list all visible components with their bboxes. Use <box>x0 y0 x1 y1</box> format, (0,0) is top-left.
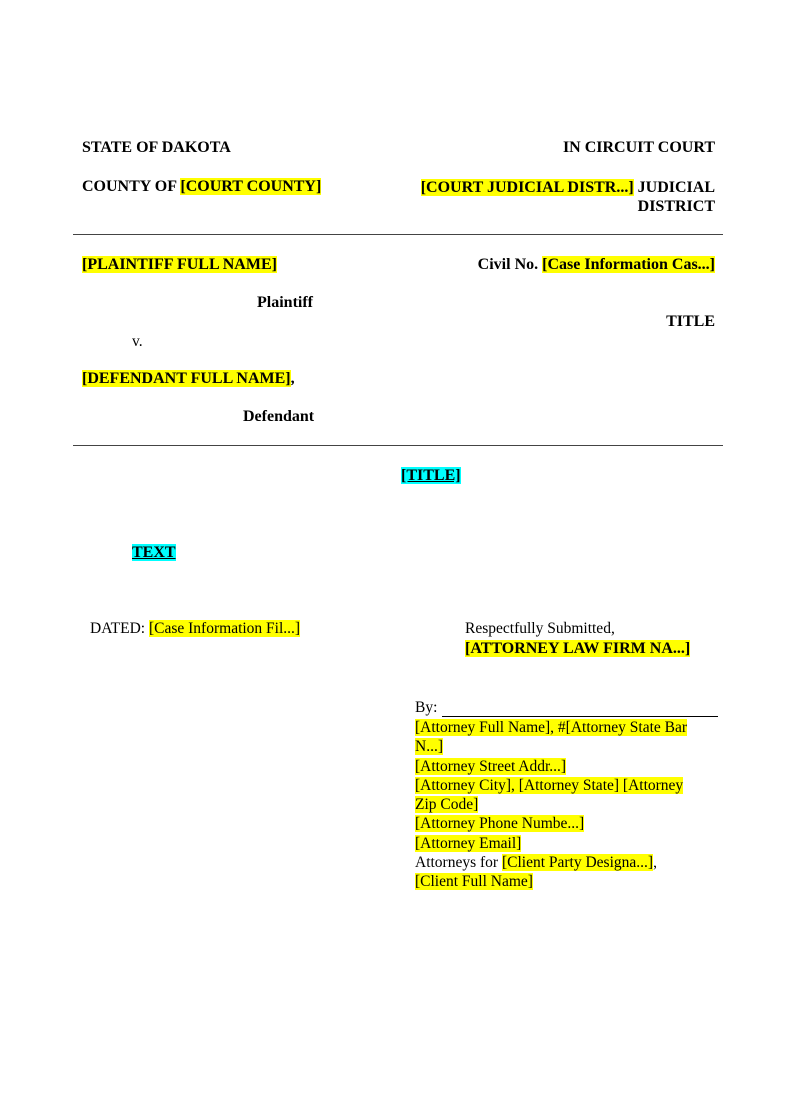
attorney-city-field[interactable]: [Attorney City], [Attorney State] [Attorney <box>415 776 684 794</box>
attorney-email-field[interactable]: [Attorney Email] <box>415 834 522 852</box>
defendant-label: Defendant <box>243 408 315 425</box>
plaintiff-name-field[interactable]: [PLAINTIFF FULL NAME] <box>82 256 277 273</box>
district-word: DISTRICT <box>637 198 715 215</box>
document-title <box>401 467 461 485</box>
respectfully-submitted: Respectfully Submitted, <box>465 620 615 637</box>
county-prefix: COUNTY OF <box>82 178 181 195</box>
title-label: TITLE <box>666 313 715 330</box>
attorney-name-field[interactable]: [Attorney Full Name], #[Attorney State Bar <box>415 719 688 736</box>
caption-bottom-rule <box>73 445 723 446</box>
defendant-name <box>82 370 295 388</box>
party-comma: , <box>653 854 657 872</box>
body-text <box>132 544 176 562</box>
client-name-field[interactable]: [Client Full Name] <box>415 873 533 891</box>
state-heading: STATE OF DAKOTA <box>82 139 231 156</box>
law-firm-field[interactable]: [ATTORNEY LAW FIRM NA...] <box>465 640 691 657</box>
court-county-field[interactable]: [COURT COUNTY] <box>180 178 322 195</box>
civil-number <box>478 256 715 274</box>
district-suffix: JUDICIAL <box>633 179 715 196</box>
client-party-field[interactable]: [Client Party Designa...] <box>501 854 654 872</box>
versus-label: v. <box>132 333 143 350</box>
body-text-field[interactable]: TEXT <box>132 544 176 561</box>
district-line <box>421 178 715 216</box>
dated-line <box>90 620 300 638</box>
attorney-block <box>415 718 687 892</box>
civil-prefix: Civil No. <box>477 256 543 273</box>
by-label: By: <box>415 699 438 716</box>
defendant-name-field[interactable]: [DEFENDANT FULL NAME] <box>82 370 291 387</box>
attorney-phone-field[interactable]: [Attorney Phone Numbe...] <box>415 815 585 833</box>
attorney-bar-field[interactable]: N...] <box>415 738 443 756</box>
attorney-street-field[interactable]: [Attorney Street Addr...] <box>415 757 567 775</box>
plaintiff-name <box>82 256 277 274</box>
filing-date-field[interactable]: [Case Information Fil...] <box>148 620 301 637</box>
signature-line[interactable] <box>442 716 718 717</box>
county-line <box>82 178 321 196</box>
dated-label: DATED: <box>90 620 149 637</box>
document-title-field[interactable]: [TITLE] <box>401 467 461 484</box>
attorney-zip-field[interactable]: Zip Code] <box>415 796 479 814</box>
case-number-field[interactable]: [Case Information Cas...] <box>542 256 715 273</box>
court-heading: IN CIRCUIT COURT <box>562 139 715 156</box>
defendant-comma: , <box>290 370 295 387</box>
plaintiff-label: Plaintiff <box>257 294 313 311</box>
court-district-field[interactable]: [COURT JUDICIAL DISTR...] <box>420 179 634 196</box>
caption-top-rule <box>73 234 723 235</box>
law-firm <box>465 640 690 658</box>
attorneys-for-label: Attorneys for <box>415 854 502 872</box>
